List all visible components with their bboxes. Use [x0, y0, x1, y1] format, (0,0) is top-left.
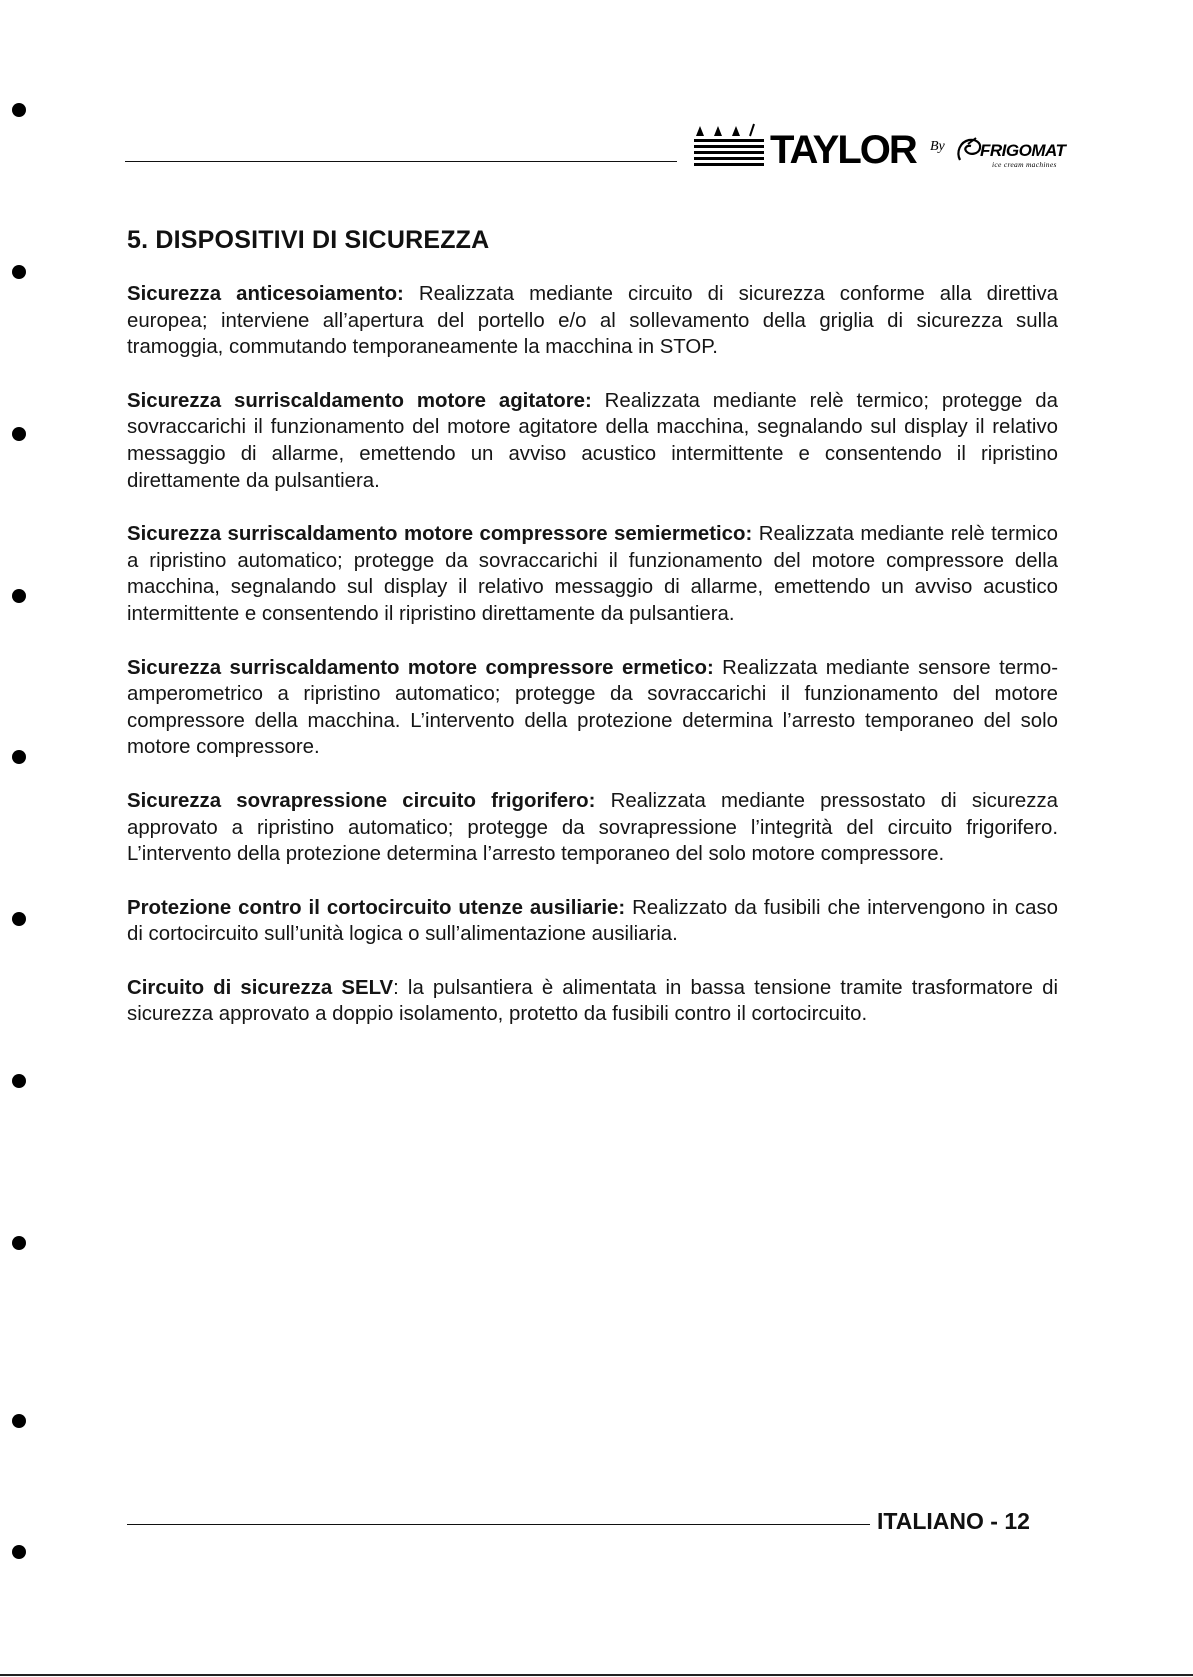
- paragraph-label: Sicurezza anticesoiamento:: [127, 283, 404, 305]
- scan-edge-line: [0, 1674, 1193, 1676]
- brand-name: TAYLOR: [770, 128, 916, 172]
- safety-paragraph-sovrapressione: [127, 788, 1058, 868]
- punch-hole: [12, 1545, 26, 1559]
- paragraph-label: Sicurezza surriscaldamento motore compressore semiermetico:: [127, 523, 753, 546]
- paragraph-text: Realizzata mediante sensore termo-amperometrico a ripristino automatico; protegge da sovraccarichi il funzionamento del motore compressore della macchina. L’intervento della protezione determina l’arresto temporaneo del solo motore compressore.: [127, 656, 1058, 759]
- footer-rule: [127, 1524, 870, 1525]
- partner-name: FRIGOMAT: [980, 141, 1066, 160]
- paragraph-text: Realizzata mediante circuito di sicurezza conforme alla direttiva europea; interviene all’apertura del portello e/o al sollevamento della griglia di sicurezza sulla tramoggia, commutando temporaneamente la macchina in STOP.: [127, 283, 1058, 359]
- punch-hole: [12, 265, 26, 279]
- brand-logo: [692, 122, 1066, 172]
- paragraph-text: Realizzato da fusibili che intervengono in caso di cortocircuito sull’unità logica o sull’alimentazione ausiliaria.: [127, 896, 1058, 946]
- punch-hole: [12, 1074, 26, 1088]
- safety-paragraph-selv: [127, 975, 1058, 1028]
- paragraph-label: Protezione contro il cortocircuito utenze ausiliarie:: [127, 896, 626, 919]
- partner-tagline: ice cream machines: [992, 160, 1057, 169]
- paragraph-text: : la pulsantiera è alimentata in bassa tensione tramite trasformatore di sicurezza approvato a doppio isolamento, protetto da fusibili contro il cortocircuito.: [127, 976, 1059, 1026]
- punch-hole: [12, 1236, 26, 1250]
- safety-paragraph-agitatore: [127, 388, 1058, 494]
- safety-paragraph-anticesoiamento: [127, 281, 1058, 361]
- punch-hole: [12, 912, 26, 926]
- paragraph-text: Realizzata mediante pressostato di sicurezza approvato a ripristino automatico; protegge da sovrapressione l’integrità del circuito frigorifero. L’intervento della protezione determina l’arresto temporaneo del solo motore compressore.: [127, 789, 1058, 866]
- crown-logo-icon: [692, 122, 768, 170]
- paragraph-text: Realizzata mediante relè termico; protegge da sovraccarichi il funzionamento del motore agitatore della macchina, segnalando sul display il relativo messaggio di allarme, emettendo un avviso acustico intermittente e consentendo il ripristino direttamente da pulsantiera.: [127, 389, 1058, 492]
- punch-hole: [12, 1414, 26, 1428]
- punch-hole: [12, 750, 26, 764]
- punch-hole: [12, 589, 26, 603]
- paragraph-text: Realizzata mediante relè termico a ripristino automatico; protegge da sovraccarichi il funzionamento del motore compressore della macchina, segnalando sul display il relativo messaggio di allarme, emettendo un avviso acustico intermittente e consentendo il ripristino direttamente da pulsantiera.: [127, 523, 1058, 625]
- paragraph-label: Circuito di sicurezza SELV: [127, 976, 394, 999]
- safety-paragraph-compressore-ermetico: [127, 655, 1058, 761]
- section-title: 5. DISPOSITIVI DI SICUREZZA: [127, 226, 490, 254]
- paragraph-label: Sicurezza sovrapressione circuito frigorifero:: [127, 789, 596, 812]
- paragraph-label: Sicurezza surriscaldamento motore agitatore:: [127, 389, 592, 412]
- paragraph-label: Sicurezza surriscaldamento motore compressore ermetico:: [127, 656, 714, 679]
- punch-hole: [12, 103, 26, 117]
- page-number: ITALIANO - 12: [877, 1508, 1030, 1534]
- section-body: [127, 281, 1058, 1055]
- brand-by: By: [930, 139, 945, 154]
- header-rule: [125, 161, 677, 162]
- safety-paragraph-compressore-semiermetico: [127, 521, 1058, 627]
- safety-paragraph-cortocircuito: [127, 895, 1058, 948]
- punch-hole: [12, 427, 26, 441]
